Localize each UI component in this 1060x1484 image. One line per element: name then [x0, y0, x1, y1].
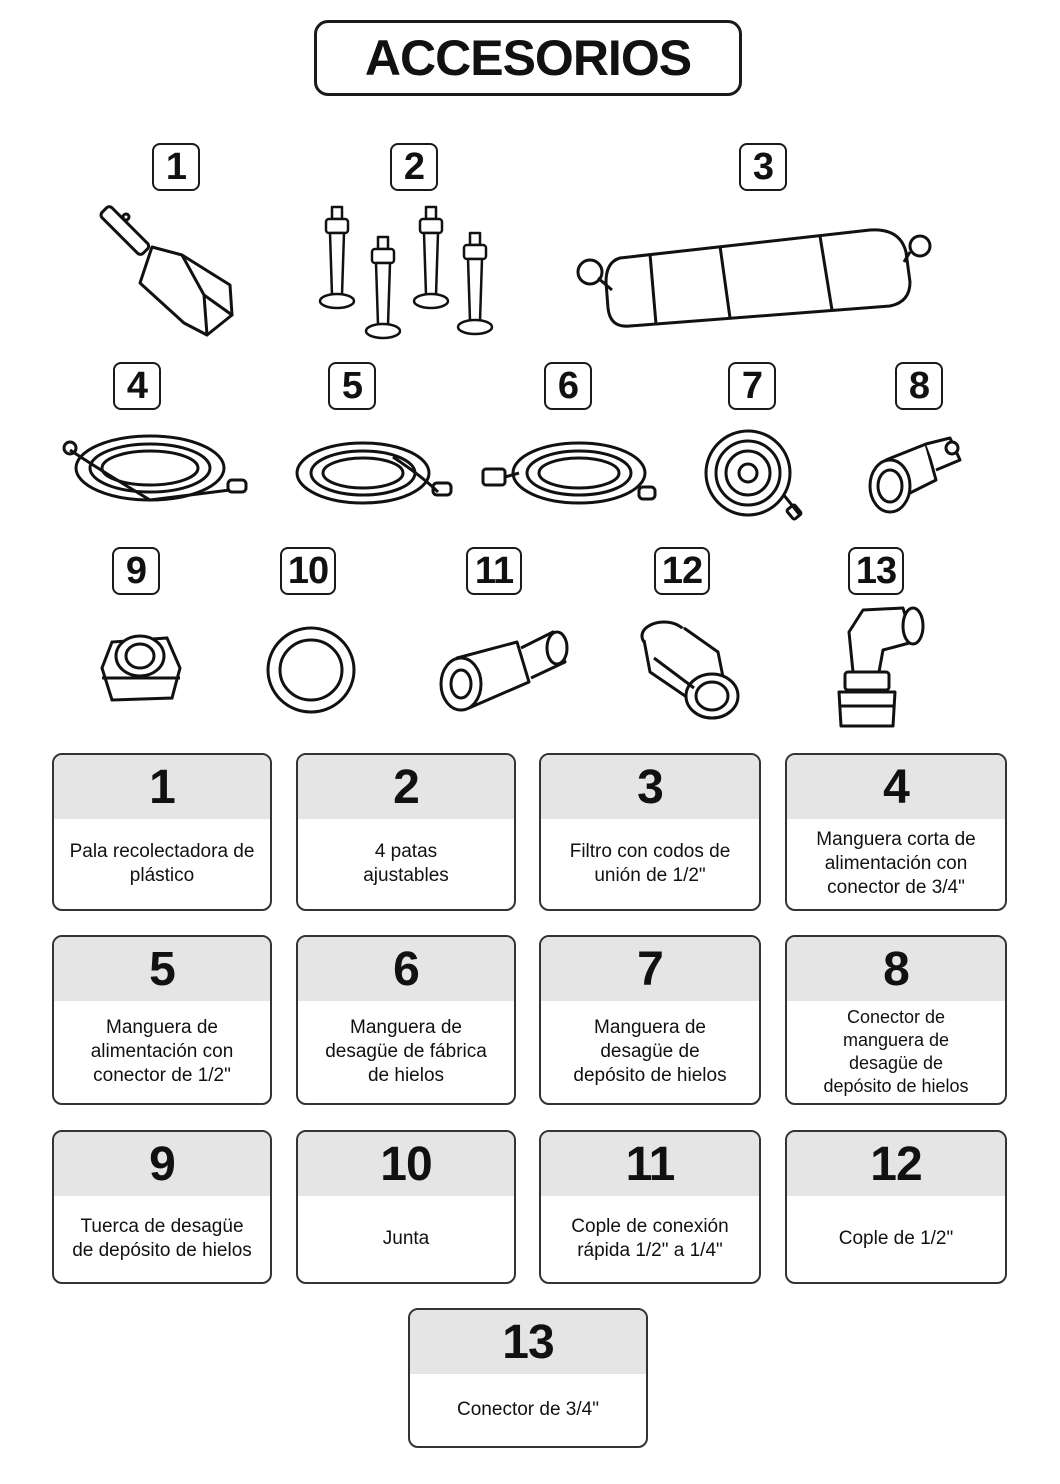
coiled-hose-icon [60, 430, 255, 510]
item-number: 8 [787, 937, 1005, 1001]
illustration-number-2: 2 [390, 143, 438, 191]
item-label: Junta [382, 1228, 430, 1249]
item-number: 5 [54, 937, 270, 1001]
drain-nut-icon [92, 628, 187, 710]
quick-coupling-icon [437, 622, 572, 714]
illustration-number-13: 13 [848, 547, 904, 595]
item-number: 7 [541, 937, 759, 1001]
item-card-9 [52, 1130, 272, 1284]
item-label: Manguera de alimentación con conector de 1/2" [90, 1017, 234, 1086]
item-label: Cople de conexión rápida 1/2" a 1/4" [571, 1216, 729, 1261]
illustration-number-10: 10 [280, 547, 336, 595]
item-number: 12 [787, 1132, 1005, 1196]
item-label: Cople de 1/2" [838, 1228, 954, 1249]
item-label: Conector de 3/4" [457, 1399, 599, 1420]
item-card-6 [296, 935, 516, 1105]
item-card-13 [408, 1308, 648, 1448]
item-card-8 [785, 935, 1007, 1105]
item-number: 6 [298, 937, 514, 1001]
elbow-connector-icon [833, 602, 928, 734]
item-number: 3 [541, 755, 759, 819]
scoop-icon [112, 205, 242, 345]
item-card-10 [296, 1130, 516, 1284]
item-card-3 [539, 753, 761, 911]
adjustable-legs-icon [310, 205, 510, 345]
coupling-icon [634, 612, 744, 724]
item-card-11 [539, 1130, 761, 1284]
illustration-number-12: 12 [654, 547, 710, 595]
illustration-number-9: 9 [112, 547, 160, 595]
illustration-number-7: 7 [728, 362, 776, 410]
item-card-2 [296, 753, 516, 911]
item-label: Conector de manguera de desagüe de depósito de hielos [823, 1007, 969, 1096]
item-card-4 [785, 753, 1007, 911]
item-card-12 [785, 1130, 1007, 1284]
illustration-number-1: 1 [152, 143, 200, 191]
item-number: 11 [541, 1132, 759, 1196]
item-label: Manguera de desagüe de fábrica de hielos [325, 1017, 487, 1086]
item-label: 4 patas ajustables [363, 841, 449, 886]
gasket-icon [265, 625, 357, 715]
item-label: Manguera corta de alimentación con conector de 3/4" [816, 829, 976, 898]
item-card-5 [52, 935, 272, 1105]
item-number: 4 [787, 755, 1005, 819]
illustration-number-6: 6 [544, 362, 592, 410]
drain-hose-coil-icon [703, 428, 803, 523]
item-label: Tuerca de desagüe de depósito de hielos [72, 1216, 252, 1261]
water-filter-icon [570, 222, 940, 332]
item-label: Filtro con codos de unión de 1/2" [569, 841, 731, 886]
item-label: Manguera de desagüe de depósito de hielos [573, 1017, 727, 1086]
item-card-7 [539, 935, 761, 1105]
item-card-1 [52, 753, 272, 911]
item-number: 2 [298, 755, 514, 819]
item-label: Pala recolectadora de plástico [69, 841, 255, 886]
item-number: 1 [54, 755, 270, 819]
illustration-number-8: 8 [895, 362, 943, 410]
illustration-number-11: 11 [466, 547, 522, 595]
page-title: ACCESORIOS [314, 20, 742, 96]
coiled-hose-icon [293, 437, 458, 512]
illustration-number-3: 3 [739, 143, 787, 191]
illustration-number-5: 5 [328, 362, 376, 410]
illustration-number-4: 4 [113, 362, 161, 410]
hose-connector-icon [866, 430, 966, 520]
item-number: 10 [298, 1132, 514, 1196]
item-number: 13 [410, 1310, 646, 1374]
coiled-hose-icon [479, 437, 664, 512]
item-number: 9 [54, 1132, 270, 1196]
